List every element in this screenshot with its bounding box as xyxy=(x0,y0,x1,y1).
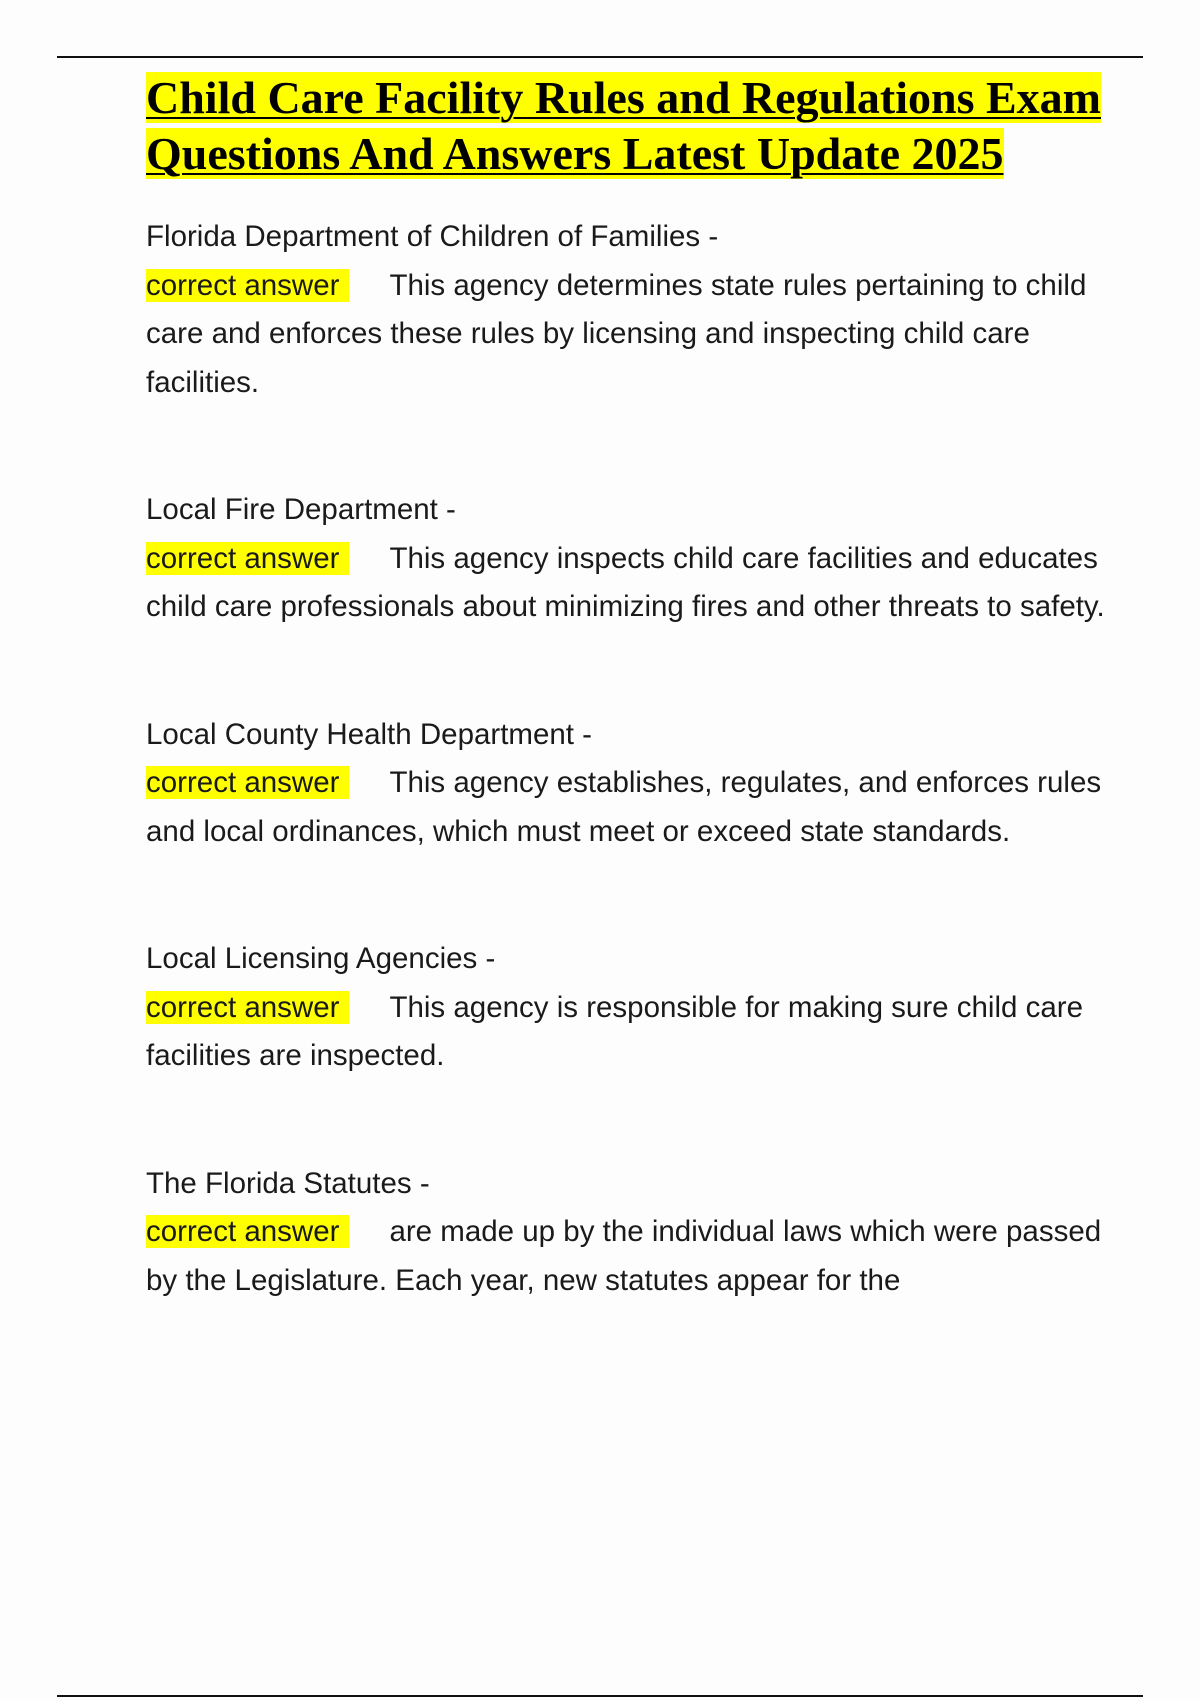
document-title-text: Child Care Facility Rules and Regulations Exam Questions And Answers Latest Update 2025 xyxy=(146,72,1101,179)
qa-item xyxy=(146,1160,1106,1306)
answer-text: This agency inspects child care facilities and educates child care professionals about minimizing fires and other threats to safety. xyxy=(146,541,1105,623)
question-text: Local Licensing Agencies - xyxy=(146,942,496,975)
correct-answer-tag: correct answer xyxy=(146,542,349,575)
correct-answer-tag: correct answer xyxy=(146,766,349,799)
qa-item xyxy=(146,935,1106,1081)
qa-item xyxy=(146,486,1106,632)
answer-text: This agency establishes, regulates, and enforces rules and local ordinances, which must meet or exceed state standards. xyxy=(146,766,1102,848)
question-text: Florida Department of Children of Families - xyxy=(146,220,719,253)
document-body xyxy=(146,70,1106,1305)
answer-paragraph xyxy=(146,759,1106,856)
answer-text: This agency determines state rules pertaining to child care and enforces these rules by licensing and inspecting child care facilities. xyxy=(146,268,1087,399)
top-divider xyxy=(57,56,1143,58)
qa-item xyxy=(146,213,1106,407)
answer-paragraph xyxy=(146,535,1106,632)
answer-paragraph xyxy=(146,1208,1106,1305)
answer-paragraph xyxy=(146,262,1106,408)
correct-answer-tag: correct answer xyxy=(146,1215,349,1248)
bottom-divider xyxy=(57,1695,1143,1697)
document-title xyxy=(146,70,1106,182)
question-text: The Florida Statutes - xyxy=(146,1166,430,1200)
answer-text: This agency is responsible for making sure child care facilities are inspected. xyxy=(146,990,1084,1072)
correct-answer-tag: correct answer xyxy=(146,991,349,1024)
answer-paragraph xyxy=(146,984,1106,1081)
correct-answer-tag: correct answer xyxy=(146,269,349,302)
answer-text: are made up by the individual laws which were passed by the Legislature. Each year, new statutes appear for the xyxy=(146,1215,1102,1297)
qa-item xyxy=(146,711,1106,857)
question-text: Local County Health Department - xyxy=(146,717,593,751)
question-text: Local Fire Department - xyxy=(146,493,456,526)
